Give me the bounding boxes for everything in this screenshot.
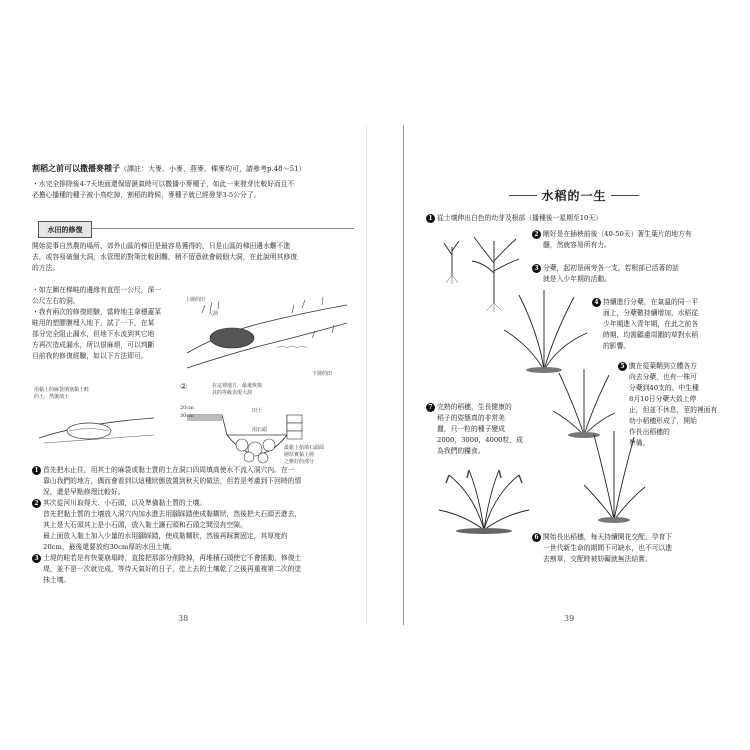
fig-label-30cm: 30cm <box>180 413 194 419</box>
section-heading: 割稻之前可以撒播麥種子（譯註：大麥、小麥、燕麥、稞麥均可，請參考p.48～51） <box>32 163 306 173</box>
heading-note: （譯註：大麥、小麥、燕麥、稞麥均可，請參考p.48～51） <box>120 165 306 173</box>
tillering-plant-illustration <box>499 285 589 375</box>
embankment-hole-illustration <box>182 293 352 378</box>
fig-note-5: 之壓好的部分 <box>284 459 315 465</box>
sandbag-illustration <box>34 403 164 448</box>
title-rule-left <box>509 195 537 196</box>
section-divider <box>92 228 354 229</box>
stage-1: 1 從土壤伸出白色的幼芽及根部（播種後一星期至10天） <box>426 213 726 224</box>
right-page <box>403 125 748 625</box>
step-line: 抹土壤。 <box>43 576 71 584</box>
section-paragraph: 開始從事自然農的場所，郊外山區的梯田是最容易獲得的，只是山區的梯田邊水難不進 去，或容易破個大洞，水管理的對策比較困難，稍不留意就會破個大洞，在此說明其修復 的方法。 <box>32 242 298 272</box>
stage-number-badge: 3 <box>532 264 541 273</box>
step-number-badge: 1 <box>32 466 41 475</box>
fig-label-stones: 用石頭 <box>252 427 268 433</box>
figure1-text: ・如左圖在梯畦的邊緣有直徑一公尺，深一 公尺左右的洞。 ・我有兩次的修復經驗，當時地主拿穩蓋菜 畦用的塑膠膜埋入地下，試了一下，在某 部分完全阻止漏水，但地下水流到其它地 方再次造成漏水，所以很麻煩，可以判斷 目前我的修復經驗，如以下方法即可。 <box>32 286 162 360</box>
title-rule-right <box>611 195 639 196</box>
step-line: 靠山我們的地方，偶而會看到以這種狀態放置到秋天的做法，但若是考慮到下回時的情 <box>43 477 302 485</box>
stage-4: 4 持續進行分蘗，在氣溫的同一平 面上，分蘗數持續增加，水稻從 少年期進入青年期，在此之前各 時期，均需顧慮周圍的草對水稻 的影響。 <box>592 297 742 352</box>
fig-note-3: 最鬆土拍填石頭面 <box>284 445 325 451</box>
fig-note-2: 其的等級表現大洞 <box>212 390 253 396</box>
mature-rice-illustration <box>434 465 534 535</box>
stage-number-badge: 4 <box>592 298 601 307</box>
page-number: 39 <box>564 614 575 623</box>
step-line: 20cm，最後還要放約30cm厚的水田土壤。 <box>43 543 176 551</box>
step-line: 最上面放入黏土加入少量的水用腳踩踏，使成黏糊狀，然後再踩實固定，其厚度約 <box>43 532 288 540</box>
label-lower-field: 下層的田 <box>312 371 333 377</box>
step-line: 況，還是早點修理比較好。 <box>43 488 125 496</box>
fig-label-20cm: 20cm <box>180 405 194 411</box>
stage-number-badge: 7 <box>426 403 435 412</box>
stage-6: 6 開始長出稻穗，每天持續開花交配，孕育下 一世代新生命的期間不可缺水，也不可以進 去割草，交配時被妨礙就無法結實。 <box>532 532 742 565</box>
repair-steps <box>32 465 362 586</box>
label-upper-field: 上層的田 <box>185 297 206 303</box>
stage-7: 7 完熟的稻穗，生長健康的 稻子的姿態真的非常美 麗，只一粒的種子變成 2000，3000，4000粒，成 為我們的糧食。 <box>426 402 546 457</box>
figure-number: ② <box>180 382 188 391</box>
step-line: 堤，並不是一次就完成，等待天氣好的日子，塗上去的土壤乾了之後再重複第二次的塗 <box>43 565 302 573</box>
fig-label-field-soil: 田土 <box>252 408 263 414</box>
figure2-caption: 用黏土的麻袋填塞黏土畦 的土，然後填土 <box>34 387 90 400</box>
section-title-box: 水田的修復 <box>38 221 92 238</box>
step-line: 3 土堤的畦若是有快要崩塌時，直接把那部分削除掉，再堆積石頭使它不會搖動，修復土 <box>32 553 362 564</box>
stage-number-badge: 6 <box>532 533 541 542</box>
step-line: 2 其次從河川取得大、小石頭，以及準備黏土質的土壤。 <box>32 498 362 509</box>
page-number: 38 <box>178 614 189 623</box>
stage-number-badge: 5 <box>618 362 627 371</box>
label-big-hole: 大洞 <box>208 311 219 317</box>
step-line: 首先把黏土質的土壤放入洞穴內加水進去用腳踩踏使成黏糊狀，然後把大石頭丟進去， <box>43 510 302 518</box>
step-number-badge: 2 <box>32 499 41 508</box>
step-number-badge: 3 <box>32 554 41 563</box>
step-line: 1 首先把水止住，用其土的麻袋或黏土質的土在洞口四周填高使水不流入洞穴內。在一 <box>32 465 362 476</box>
page-title: 水稻的一生 <box>499 185 649 204</box>
intro-paragraph: ・水完全排除後4-7天地面還保留濕氣時可以撒播小麥種子，如此一來發芽比較好而且不 必擔心播種的種子被小鳥吃掉，割稻的時候，麥種子就已經發芽3-5公分了。 <box>32 180 295 199</box>
stage-5: 5 腹在從葉鞘到立體各方 向去分蘗，也有一株可 分蘗到40支的。中生種 8月10日分蘗大致上停 止，但並不休息，莖的裡面有 幼小稻穗形成了，開始 作長出稻穗的 準備。 <box>618 361 743 449</box>
left-page <box>22 125 367 625</box>
stage-number-badge: 2 <box>532 230 541 239</box>
fig-note-4: 層厚實黏土層 <box>284 452 315 458</box>
stage-2: 2 剛好是在插秧前後（40-50天）著生葉片的地方有 髓，然就容易所有力。 <box>532 229 737 251</box>
stage-3: 3 分蘗，起初是兩旁各一支，若根部已活著的話 就是入少年期的活動。 <box>532 263 737 285</box>
fig-note-1: 在這裡地方，最後恢復 <box>212 383 263 389</box>
stage-number-badge: 1 <box>426 214 435 223</box>
heading-plant-illustration <box>579 425 649 525</box>
step-line: 其上是大石頭其上是小石頭，放入黏土讓石頭和石頭之間沒有空隙。 <box>43 521 247 529</box>
